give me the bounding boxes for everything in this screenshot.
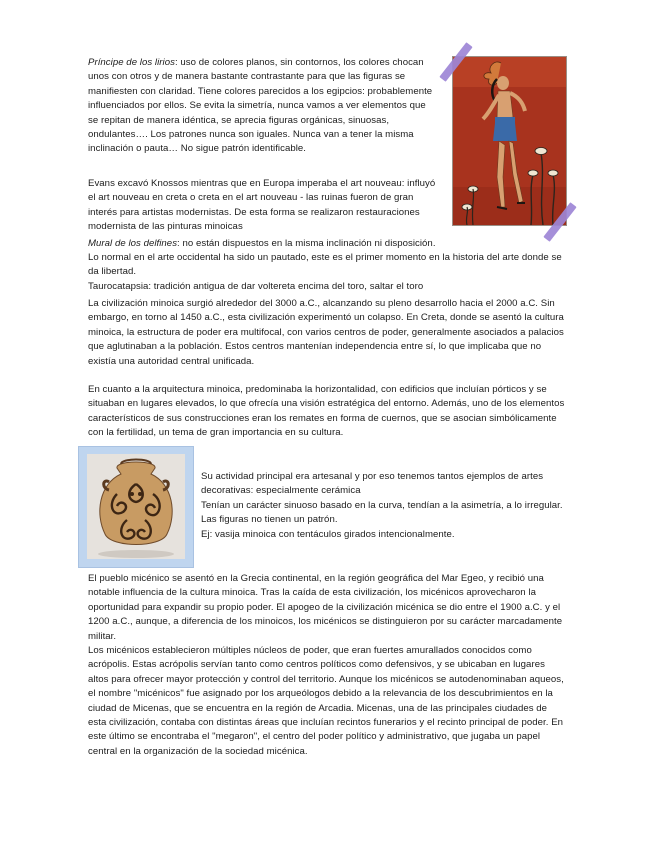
prince-lilies-title: Príncipe de los lirios	[88, 57, 175, 68]
prince-of-lilies-icon	[453, 57, 566, 225]
minoan-architecture-paragraph: En cuanto a la arquitectura minoica, predominaba la horizontalidad, con edificios que incluían pórticos y se situaban en lugares elevados, lo que ofrecía una visión estratégica del entorno. Además, uno de los elementos característicos de sus construcciones eran los remates en forma de cuernos, que se asocian simbólicamente con la fertilidad, un tema de gran importancia en su cultura.	[88, 384, 565, 439]
prince-lilies-text: : uso de colores planos, sin contornos, los colores chocan unos con otros y de manera bastante contrastante para que las figuras se manifiesten con claridad. Tiene colores parecidos a los egipcios: probablemente influenciados por ellos. Se evita la simetría, nunca vamos a ver elementos que se repitan de manera idéntica, se aprecia figuras orgánicas, sinuosas, ondulantes…. Los patrones nunca son iguales. Nunca van a tener la misma inclinación o pauta… No sigue patrón identificable.	[88, 57, 433, 155]
prince-lilies-paragraph	[88, 56, 433, 157]
dolphins-paragraph	[88, 237, 568, 251]
freedom-paragraph: Lo normal en el arte occidental ha sido un pautado, este es el primer momento en la historia del arte donde se da libertad.	[88, 252, 562, 278]
dolphins-text: : no están dispuestos en la misma inclinación ni disposición.	[177, 238, 436, 249]
dolphins-title: Mural de los delfines	[88, 238, 178, 249]
taurocatapsia-paragraph: Taurocatapsia: tradición antigua de dar voltereta encima del toro, saltar el toro	[88, 281, 424, 292]
mycenaean-paragraph-1: El pueblo micénico se asentó en la Grecia continental, en la región geográfica del Mar Egeo, y recibió una notable influencia de la cultura minoica. Tras la caída de esta civilización, los micénicos aprovecharon la oportunidad para expandir su propio poder. El apogeo de la civilización micénica se dio entre el 1900 a.C. y el 1200 a.C., aunque, a diferencia de los minoicos, los micénicos se distinguieron por su carácter marcadamente militar.	[88, 573, 563, 642]
minoan-civilization-paragraph: La civilización minoica surgió alrededor del 3000 a.C., alcanzando su pleno desarrollo hacia el 2000 a.C. Sin embargo, en torno al 1450 a.C., esta civilización experimentó un colapso. En Creta, donde se asentó la cultura minoica, la estructura de poder era multifocal, con varios centros de poder, generalmente asociados a palacios que aglutinaban a la población. Estos centros mantenían independencia entre sí, lo que implicaba que no existía una autoridad central unificada.	[88, 298, 564, 367]
evans-paragraph: Evans excavó Knossos mientras que en Europa imperaba el art nouveau: influyó el art nouveau en creta o creta en el art nouveau - las ruinas fueron de gran interés para artistas modernistas. De esta forma se realizaron restauraciones modernista de las pinturas minoicas	[88, 178, 436, 233]
mycenaean-paragraph-2: Los micénicos establecieron múltiples núcleos de poder, que eran fuertes amurallados conocidos como acrópolis. Estas acrópolis servían tanto como centros políticos como defensivos, y se ubicaban en lugares altos para ofrecer mayor protección y control del territorio. Aunque los micénicos se autodenominaban aqueos, el nombre "micénicos" fue asignado por los arqueólogos debido a la relevancia de los descubrimientos en la ciudad de Micenas, que se encuentra en la región de Arcadia. Micenas, una de las principales ciudades de esta civilización, contaba con distintas áreas que incluían recintos funerarios y el recinto principal de poder. En este último se encontraba el "megaron", el centro del poder político y administrativo, que jugaba un papel central en la organización de la sociedad micénica.	[88, 645, 564, 757]
artisanal-line-3: Ej: vasija minoica con tentáculos girados intencionalmente.	[201, 529, 455, 540]
minoan-vase-image	[78, 446, 194, 568]
prince-of-lilies-image	[452, 56, 567, 226]
artisanal-line-2: Tenían un carácter sinuoso basado en la curva, tendían a la asimetría, a lo irregular. Las figuras no tienen un patrón.	[201, 500, 563, 526]
artisanal-line-1: Su actividad principal era artesanal y por eso tenemos tantos ejemplos de artes decorativas: especialmente cerámica	[201, 471, 544, 497]
minoan-octopus-vase-icon	[87, 454, 185, 559]
